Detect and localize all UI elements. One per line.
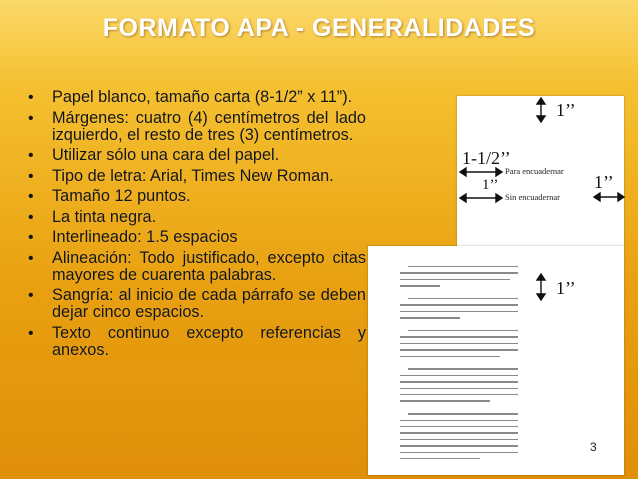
bullet-item: • Texto continuo excepto referencias y anexos. — [28, 323, 366, 359]
arrow-head-icon — [537, 98, 545, 104]
bullet-icon: • — [28, 188, 34, 205]
bullet-icon: • — [28, 208, 34, 226]
left-bound-margin-label: 1-1/2’’ — [462, 148, 511, 168]
right-margin-label: 1’’ — [594, 172, 614, 192]
bullet-icon: • — [28, 229, 34, 246]
bullet-item: • Márgenes: cuatro (4) centímetros del lado izquierdo, el resto de tres (3) centímetros. — [28, 108, 366, 144]
left-unbound-margin-label: 1’’ — [482, 177, 499, 193]
bullet-item: • Interlineado: 1.5 espacios — [28, 228, 238, 246]
arrow-head-icon — [618, 193, 624, 201]
bullet-item: • Tipo de letra: Arial, Times New Roman. — [28, 166, 334, 185]
bound-label: Para encuadernar — [505, 166, 564, 176]
arrow-head-icon — [537, 294, 545, 300]
bullet-item: • Sangría: al inicio de cada párrafo se deben dejar cinco espacios. — [28, 286, 366, 321]
page-number: 3 — [590, 440, 597, 454]
arrow-head-icon — [537, 116, 545, 122]
bullet-item: • La tinta negra. — [28, 207, 157, 226]
bullet-icon: • — [28, 167, 34, 185]
bullet-item: • Tamaño 12 puntos. — [28, 187, 191, 205]
bullet-item: • Alineación: Todo justificado, excepto citas mayores de cuarenta palabras. — [28, 248, 366, 284]
arrow-head-icon — [496, 194, 502, 202]
bullet-item: • Utilizar sólo una cara del papel. — [28, 146, 280, 164]
bullet-icon: • — [28, 89, 34, 106]
unbound-label: Sin encuadernar — [505, 192, 560, 202]
top-margin-label: 1’’ — [556, 100, 576, 120]
arrow-head-icon — [537, 274, 545, 280]
bottom-margin-label: 1’’ — [556, 278, 576, 298]
arrow-head-icon — [460, 194, 466, 202]
arrow-head-icon — [594, 193, 600, 201]
bullet-icon: • — [28, 249, 34, 267]
arrow-head-icon — [460, 168, 466, 176]
arrow-head-icon — [496, 168, 502, 176]
bullet-icon: • — [28, 324, 34, 342]
bullet-icon: • — [28, 147, 34, 164]
bullet-icon: • — [28, 287, 34, 304]
bullet-icon: • — [28, 109, 34, 127]
bullet-item: • Papel blanco, tamaño carta (8-1/2” x 11”). — [28, 88, 353, 106]
slide-title: FORMATO APA - GENERALIDADES — [102, 14, 536, 42]
